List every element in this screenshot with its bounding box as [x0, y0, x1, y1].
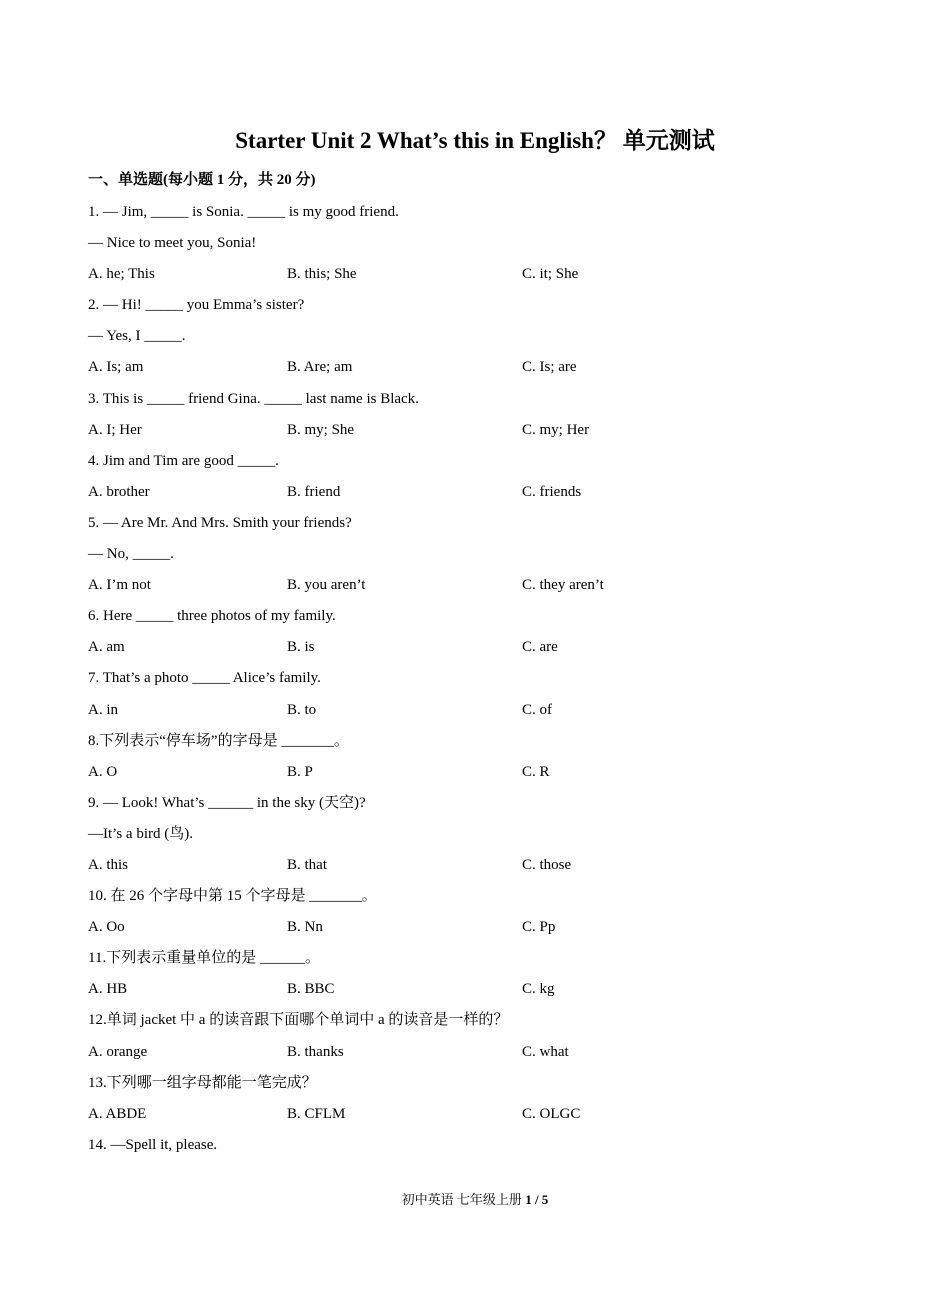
question-text: 7. That’s a photo _____ Alice’s family.: [88, 670, 321, 687]
option-b: B. that: [287, 856, 327, 873]
options-row: [88, 1039, 888, 1070]
option-a: A. O: [88, 763, 118, 780]
options-row: [88, 976, 888, 1007]
option-b: B. Nn: [287, 919, 323, 936]
question-list: [88, 199, 888, 1163]
question-text: — Yes, I _____.: [88, 328, 186, 345]
option-b: B. thanks: [287, 1043, 344, 1060]
option-c: C. friends: [522, 483, 582, 500]
option-a: A. Is; am: [88, 359, 144, 376]
options-row: [88, 697, 888, 728]
option-c: C. kg: [522, 981, 555, 998]
option-a: A. am: [88, 639, 125, 656]
options-row: [88, 417, 888, 448]
option-a: A. in: [88, 701, 118, 718]
option-a: A. Oo: [88, 919, 125, 936]
page-number: 1 / 5: [525, 1192, 549, 1207]
options-row: [88, 1101, 888, 1132]
question-text: — No, _____.: [88, 546, 174, 563]
option-b: B. this; She: [287, 266, 357, 283]
option-a: A. he; This: [88, 266, 155, 283]
options-row: [88, 914, 888, 945]
options-row: [88, 634, 888, 665]
question-text: 3. This is _____ friend Gina. _____ last name is Black.: [88, 390, 419, 407]
option-a: A. HB: [88, 981, 128, 998]
options-row: [88, 479, 888, 510]
option-c: C. of: [522, 701, 552, 718]
options-row: [88, 261, 888, 292]
question-text: 6. Here _____ three photos of my family.: [88, 608, 336, 625]
options-row: [88, 759, 888, 790]
option-c: C. it; She: [522, 266, 579, 283]
question-text: 9. — Look! What’s ______ in the sky (天空)?: [88, 794, 366, 811]
question-text: 4. Jim and Tim are good _____.: [88, 452, 279, 469]
question-text: — Nice to meet you, Sonia!: [88, 235, 257, 252]
option-c: C. R: [522, 763, 550, 780]
option-a: A. I; Her: [88, 421, 142, 438]
option-c: C. those: [522, 856, 572, 873]
option-b: B. BBC: [287, 981, 335, 998]
option-b: B. to: [287, 701, 317, 718]
options-row: [88, 572, 888, 603]
question-text: 11.下列表示重量单位的是 ______。: [88, 950, 320, 967]
page-footer: [0, 1189, 950, 1211]
option-b: B. Are; am: [287, 359, 353, 376]
option-b: B. P: [287, 763, 313, 780]
option-c: C. what: [522, 1043, 569, 1060]
option-a: A. brother: [88, 483, 150, 500]
option-a: A. this: [88, 856, 129, 873]
question-text: 10. 在 26 个字母中第 15 个字母是 _______。: [88, 888, 377, 905]
question-text: 1. — Jim, _____ is Sonia. _____ is my good friend.: [88, 204, 399, 220]
option-a: A. I’m not: [88, 577, 151, 594]
option-a: A. orange: [88, 1043, 148, 1060]
question-text: 12.单词 jacket 中 a 的读音跟下面哪个单词中 a 的读音是一样的？: [88, 1012, 509, 1029]
option-c: C. Pp: [522, 919, 556, 936]
options-row: [88, 852, 888, 883]
option-c: C. OLGC: [522, 1105, 581, 1122]
question-text: 8.下列表示“停车场”的字母是 _______。: [88, 732, 349, 749]
question-text: —It’s a bird (鸟).: [88, 825, 193, 842]
footer-text: 初中英语 七年级上册: [401, 1192, 526, 1207]
option-b: B. is: [287, 639, 315, 656]
question-text: 2. — Hi! _____ you Emma’s sister?: [88, 297, 305, 314]
options-row: [88, 354, 888, 385]
option-b: B. my; She: [287, 421, 355, 438]
option-c: C. my; Her: [522, 421, 590, 438]
option-c: C. are: [522, 639, 558, 656]
question-text: 5. — Are Mr. And Mrs. Smith your friends?: [88, 514, 352, 531]
question-text: 13.下列哪一组字母都能一笔完成？: [88, 1074, 317, 1091]
question-text: 14. —Spell it, please.: [88, 1136, 218, 1153]
section-heading: 一、单选题(每小题 1 分，共 20 分): [88, 172, 316, 188]
option-a: A. ABDE: [88, 1105, 147, 1122]
option-b: B. you aren’t: [287, 577, 366, 594]
option-b: B. friend: [287, 483, 341, 500]
page-title: Starter Unit 2 What’s this in English？ 单元测试: [235, 128, 715, 153]
option-b: B. CFLM: [287, 1105, 346, 1122]
option-c: C. Is; are: [522, 359, 577, 376]
option-c: C. they aren’t: [522, 577, 604, 594]
